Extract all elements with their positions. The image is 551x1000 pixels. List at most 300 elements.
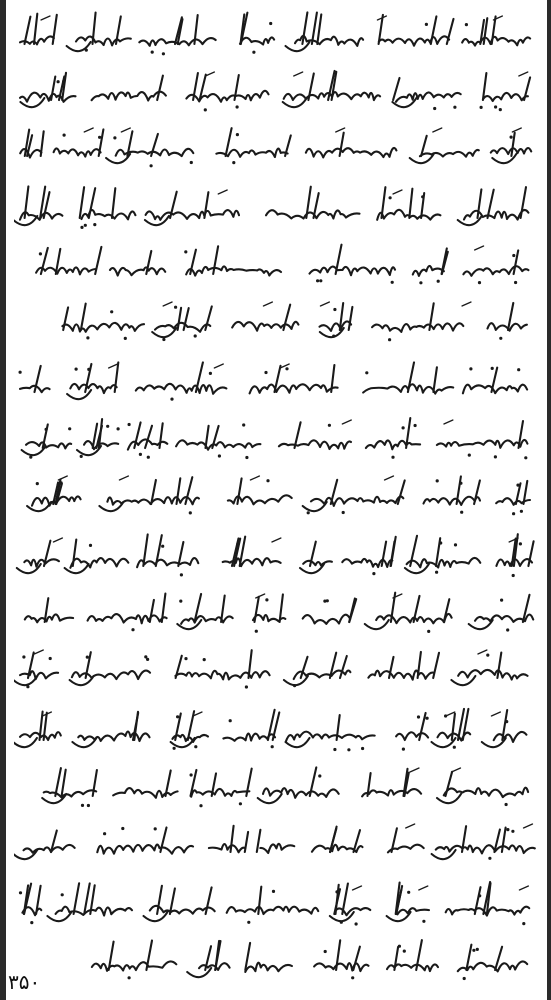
diacritic-dot bbox=[242, 423, 245, 426]
kashida-mark bbox=[205, 72, 214, 76]
diacritic-dot bbox=[516, 484, 519, 487]
diacritic-dot bbox=[478, 281, 481, 284]
diacritic-dot bbox=[285, 367, 288, 370]
diacritic-dot bbox=[26, 685, 29, 688]
kashida-mark bbox=[410, 768, 419, 772]
handwritten-word bbox=[76, 36, 131, 45]
diacritic-dot bbox=[147, 456, 150, 459]
diacritic-dot bbox=[170, 398, 173, 401]
manuscript-line bbox=[14, 296, 539, 352]
diacritic-dot bbox=[340, 921, 343, 924]
diacritic-dot bbox=[499, 108, 502, 111]
kashida-mark bbox=[478, 650, 487, 654]
ascender-stroke bbox=[419, 713, 425, 740]
ascender-stroke bbox=[245, 832, 248, 852]
diacritic-dot bbox=[218, 454, 221, 457]
manuscript-line bbox=[14, 238, 539, 294]
diacritic-dot bbox=[84, 224, 87, 227]
ascender-stroke bbox=[433, 653, 439, 678]
kashida-mark bbox=[462, 302, 471, 306]
ascender-stroke bbox=[80, 187, 84, 218]
kashida-mark bbox=[446, 712, 455, 716]
diacritic-dot bbox=[154, 827, 157, 830]
handwriting-strokes bbox=[14, 180, 539, 236]
kashida-mark bbox=[34, 650, 43, 654]
diacritic-dot bbox=[19, 891, 22, 894]
ascender-stroke bbox=[521, 187, 526, 218]
handwritten-word bbox=[424, 497, 481, 505]
descender-stroke bbox=[451, 676, 475, 685]
handwritten-word bbox=[137, 558, 198, 567]
handwritten-word bbox=[62, 323, 144, 332]
handwritten-word bbox=[240, 37, 274, 44]
descender-stroke bbox=[286, 42, 310, 51]
manuscript-line bbox=[14, 180, 539, 236]
handwritten-word bbox=[444, 788, 528, 797]
diacritic-dot bbox=[93, 223, 96, 226]
diacritic-dot bbox=[506, 628, 509, 631]
diacritic-dot bbox=[117, 427, 120, 430]
diacritic-dot bbox=[514, 281, 517, 284]
diacritic-dot bbox=[229, 719, 232, 722]
handwritten-word bbox=[20, 149, 41, 157]
ascender-stroke bbox=[204, 192, 208, 218]
ascender-stroke bbox=[393, 78, 399, 100]
diacritic-dot bbox=[81, 804, 84, 807]
diacritic-dot bbox=[61, 893, 64, 896]
diacritic-dot bbox=[520, 510, 523, 513]
diacritic-dot bbox=[421, 195, 424, 198]
handwritten-word bbox=[260, 844, 294, 853]
descender-stroke bbox=[365, 620, 389, 629]
diacritic-dot bbox=[333, 308, 336, 311]
diacritic-dot bbox=[391, 281, 394, 284]
diacritic-dot bbox=[307, 511, 310, 514]
diacritic-dot bbox=[252, 51, 255, 54]
diacritic-dot bbox=[203, 658, 206, 661]
handwritten-word bbox=[199, 963, 230, 970]
diacritic-dot bbox=[189, 511, 192, 514]
diacritic-dot bbox=[494, 105, 497, 108]
diacritic-dot bbox=[264, 371, 267, 374]
handwriting-strokes bbox=[14, 760, 539, 816]
diacritic-dot bbox=[355, 922, 358, 925]
diacritic-dot bbox=[68, 427, 71, 430]
handwritten-word bbox=[24, 845, 75, 853]
kashida-mark bbox=[41, 16, 50, 20]
diacritic-dot bbox=[139, 453, 142, 456]
diacritic-dot bbox=[19, 371, 22, 374]
handwritten-word bbox=[463, 266, 528, 276]
manuscript-line bbox=[14, 702, 539, 758]
diacritic-dot bbox=[87, 368, 90, 371]
ascender-stroke bbox=[41, 131, 44, 156]
handwritten-word bbox=[366, 440, 420, 449]
diacritic-dot bbox=[45, 428, 48, 431]
diacritic-dot bbox=[436, 479, 439, 482]
manuscript-line bbox=[14, 586, 539, 642]
descender-stroke bbox=[65, 564, 89, 573]
manuscript-line bbox=[14, 6, 539, 62]
handwritten-word bbox=[70, 558, 128, 568]
ascender-stroke bbox=[62, 770, 66, 796]
ascender-stroke bbox=[446, 772, 453, 796]
ascender-stroke bbox=[382, 187, 386, 218]
handwritten-word bbox=[310, 267, 396, 276]
ascender-stroke bbox=[342, 884, 348, 915]
handwritten-word bbox=[70, 384, 116, 393]
handwriting-strokes bbox=[14, 934, 539, 990]
kashida-mark bbox=[444, 420, 453, 424]
diacritic-dot bbox=[110, 310, 113, 313]
handwriting-strokes bbox=[14, 122, 539, 178]
diacritic-dot bbox=[460, 511, 463, 514]
kashida-mark bbox=[524, 824, 533, 828]
diacritic-dot bbox=[180, 573, 183, 576]
kashida-mark bbox=[491, 712, 500, 716]
diacritic-dot bbox=[176, 715, 179, 718]
diacritic-dot bbox=[506, 828, 509, 831]
handwritten-word bbox=[191, 789, 249, 797]
diacritic-dot bbox=[239, 802, 242, 805]
diacritic-dot bbox=[453, 106, 456, 109]
kashida-mark bbox=[119, 476, 128, 480]
diacritic-dot bbox=[236, 542, 239, 545]
diacritic-dot bbox=[293, 684, 296, 687]
diacritic-dot bbox=[29, 456, 32, 459]
handwritten-word bbox=[263, 788, 339, 798]
handwritten-word bbox=[458, 670, 527, 680]
kashida-mark bbox=[214, 364, 223, 368]
diacritic-dot bbox=[86, 656, 89, 659]
handwritten-word bbox=[437, 440, 528, 448]
ascender-stroke bbox=[74, 883, 80, 914]
manuscript-line bbox=[14, 122, 539, 178]
diacritic-dot bbox=[505, 803, 508, 806]
diacritic-dot bbox=[174, 306, 177, 309]
handwritten-word bbox=[362, 789, 421, 796]
diacritic-dot bbox=[151, 51, 154, 54]
diacritic-dot bbox=[113, 136, 116, 139]
diacritic-dot bbox=[463, 977, 466, 980]
diacritic-dot bbox=[512, 254, 515, 257]
handwritten-word bbox=[483, 93, 528, 101]
diacritic-dot bbox=[510, 136, 513, 139]
ascender-stroke bbox=[51, 77, 55, 101]
diacritic-dot bbox=[522, 922, 525, 925]
kashida-mark bbox=[406, 824, 415, 828]
kashida-mark bbox=[336, 128, 345, 132]
handwritten-word bbox=[26, 442, 71, 448]
kashida-mark bbox=[84, 128, 93, 132]
ascender-stroke bbox=[249, 650, 252, 678]
diacritic-dot bbox=[121, 827, 124, 830]
handwritten-word bbox=[88, 614, 167, 623]
diacritic-dot bbox=[333, 748, 336, 751]
kashida-mark bbox=[58, 476, 67, 480]
manuscript-line bbox=[14, 412, 539, 468]
handwriting-strokes bbox=[14, 586, 539, 642]
handwritten-word bbox=[232, 322, 298, 331]
diacritic-dot bbox=[184, 250, 187, 253]
handwritten-word bbox=[110, 267, 165, 275]
descender-stroke bbox=[99, 502, 123, 511]
handwritten-word bbox=[396, 732, 428, 740]
handwritten-word bbox=[342, 559, 392, 567]
handwritten-word bbox=[78, 732, 149, 741]
descender-stroke bbox=[405, 564, 429, 573]
manuscript-line bbox=[14, 644, 539, 700]
kashida-mark bbox=[263, 302, 272, 306]
diacritic-dot bbox=[204, 108, 207, 111]
diacritic-dot bbox=[465, 23, 468, 26]
diacritic-dot bbox=[512, 512, 515, 515]
diacritic-dot bbox=[236, 105, 239, 108]
diacritic-dot bbox=[342, 511, 345, 514]
diacritic-dot bbox=[486, 654, 489, 657]
handwritten-word bbox=[306, 148, 397, 157]
handwritten-word bbox=[398, 908, 430, 914]
diacritic-dot bbox=[491, 367, 494, 370]
diacritic-dot bbox=[351, 976, 354, 979]
ascender-stroke bbox=[391, 537, 396, 566]
handwritten-word bbox=[92, 92, 166, 101]
diacritic-dot bbox=[247, 921, 250, 924]
descender-stroke bbox=[437, 794, 461, 803]
diacritic-dot bbox=[453, 746, 456, 749]
diacritic-dot bbox=[332, 335, 335, 338]
diacritic-dot bbox=[426, 717, 429, 720]
diacritic-dot bbox=[245, 685, 248, 688]
ascender-stroke bbox=[206, 887, 212, 914]
descender-stroke bbox=[67, 390, 91, 399]
diacritic-dot bbox=[361, 747, 364, 750]
diacritic-dot bbox=[427, 630, 430, 633]
diacritic-dot bbox=[124, 337, 127, 340]
kashida-mark bbox=[342, 420, 351, 424]
diacritic-dot bbox=[173, 747, 176, 750]
diacritic-dot bbox=[454, 543, 457, 546]
ascender-stroke bbox=[25, 17, 31, 44]
diacritic-dot bbox=[519, 542, 522, 545]
diacritic-dot bbox=[265, 598, 268, 601]
ascender-stroke bbox=[178, 308, 182, 330]
diacritic-dot bbox=[318, 774, 321, 777]
handwritten-word bbox=[181, 616, 233, 624]
handwritten-word bbox=[20, 93, 76, 102]
handwritten-word bbox=[24, 559, 59, 566]
manuscript-line bbox=[14, 818, 539, 874]
descender-stroke bbox=[187, 968, 211, 977]
handwriting-strokes bbox=[14, 876, 539, 932]
ascender-stroke bbox=[231, 826, 234, 852]
diacritic-dot bbox=[209, 372, 212, 375]
ascender-stroke bbox=[157, 76, 163, 100]
handwriting-strokes bbox=[14, 818, 539, 874]
diacritic-dot bbox=[437, 280, 440, 283]
diacritic-dot bbox=[62, 80, 65, 83]
handwritten-word bbox=[209, 844, 245, 852]
handwritten-word bbox=[464, 210, 528, 220]
kashida-mark bbox=[280, 364, 289, 368]
kashida-mark bbox=[452, 768, 461, 772]
diacritic-dot bbox=[402, 748, 405, 751]
diacritic-dot bbox=[245, 456, 248, 459]
diacritic-dot bbox=[255, 630, 258, 633]
descender-stroke bbox=[144, 912, 168, 921]
diacritic-dot bbox=[86, 336, 89, 339]
handwritten-word bbox=[494, 732, 527, 742]
kashida-mark bbox=[109, 364, 118, 368]
ascender-stroke bbox=[160, 423, 163, 448]
diacritic-dot bbox=[232, 161, 235, 164]
diacritic-dot bbox=[39, 252, 42, 255]
ascender-stroke bbox=[452, 714, 455, 740]
handwritten-word bbox=[436, 845, 535, 853]
diacritic-dot bbox=[49, 657, 52, 660]
ascender-stroke bbox=[206, 426, 209, 448]
ascender-stroke bbox=[492, 368, 498, 392]
diacritic-dot bbox=[316, 279, 319, 282]
manuscript-line bbox=[14, 876, 539, 932]
ascender-stroke bbox=[73, 540, 77, 567]
handwritten-word bbox=[295, 36, 363, 46]
handwritten-word bbox=[56, 907, 132, 916]
ascender-stroke bbox=[95, 247, 101, 274]
ascender-stroke bbox=[444, 599, 450, 622]
manuscript-line bbox=[14, 528, 539, 584]
diacritic-dot bbox=[131, 628, 134, 631]
handwritten-word bbox=[462, 37, 530, 46]
handwritten-word bbox=[320, 321, 352, 330]
ascender-stroke bbox=[55, 768, 61, 796]
descender-stroke bbox=[14, 738, 37, 747]
descender-stroke bbox=[286, 738, 310, 747]
diacritic-dot bbox=[500, 599, 503, 602]
diacritic-dot bbox=[269, 22, 272, 25]
diacritic-dot bbox=[435, 571, 438, 574]
diacritic-dot bbox=[365, 371, 368, 374]
ascender-stroke bbox=[408, 362, 414, 392]
manuscript-line bbox=[14, 354, 539, 410]
kashida-mark bbox=[475, 246, 484, 250]
diacritic-dot bbox=[476, 948, 479, 951]
diacritic-dot bbox=[403, 950, 406, 953]
handwritten-word bbox=[396, 92, 461, 101]
diacritic-dot bbox=[499, 337, 502, 340]
handwriting-strokes bbox=[14, 644, 539, 700]
kashida-mark bbox=[121, 128, 130, 132]
diacritic-dot bbox=[75, 368, 78, 371]
handwritten-word bbox=[314, 963, 368, 971]
ascender-stroke bbox=[112, 188, 115, 218]
ascender-stroke bbox=[81, 304, 86, 330]
handwriting-strokes bbox=[14, 238, 539, 294]
handwritten-word bbox=[286, 732, 375, 742]
diacritic-dot bbox=[144, 655, 147, 658]
diacritic-dot bbox=[87, 804, 90, 807]
manuscript-line bbox=[14, 64, 539, 120]
diacritic-dot bbox=[30, 921, 33, 924]
handwritten-word bbox=[186, 266, 281, 275]
handwritten-word bbox=[72, 671, 150, 680]
handwritten-word bbox=[279, 440, 351, 449]
diacritic-dot bbox=[162, 52, 165, 55]
diacritic-dot bbox=[106, 425, 109, 428]
diacritic-dot bbox=[161, 545, 164, 548]
handwriting-strokes bbox=[14, 702, 539, 758]
handwritten-word bbox=[379, 36, 449, 45]
kashida-mark bbox=[385, 476, 394, 480]
diacritic-dot bbox=[271, 745, 274, 748]
handwritten-word bbox=[44, 790, 96, 797]
handwritten-word bbox=[54, 148, 101, 156]
ascender-stroke bbox=[433, 367, 437, 392]
diacritic-dot bbox=[199, 804, 202, 807]
kashida-mark bbox=[393, 190, 402, 194]
diacritic-dot bbox=[433, 107, 436, 110]
kashida-mark bbox=[419, 886, 428, 890]
diacritic-dot bbox=[328, 424, 331, 427]
descender-stroke bbox=[492, 154, 516, 163]
handwritten-word bbox=[407, 558, 481, 568]
descender-stroke bbox=[432, 850, 456, 859]
diacritic-dot bbox=[236, 133, 239, 136]
diacritic-dot bbox=[391, 456, 394, 459]
ascender-stroke bbox=[213, 246, 218, 274]
diacritic-dot bbox=[319, 279, 322, 282]
ascender-stroke bbox=[447, 19, 454, 44]
handwritten-word bbox=[413, 266, 444, 276]
diacritic-dot bbox=[150, 164, 153, 167]
handwritten-word bbox=[372, 323, 463, 332]
ascender-stroke bbox=[475, 887, 481, 914]
diacritic-dot bbox=[469, 367, 472, 370]
descender-stroke bbox=[20, 98, 44, 107]
handwritten-word bbox=[176, 440, 260, 449]
descender-stroke bbox=[47, 912, 71, 921]
ascender-stroke bbox=[53, 15, 57, 44]
diacritic-dot bbox=[22, 655, 25, 658]
handwritten-word bbox=[175, 671, 269, 680]
ascender-stroke bbox=[221, 596, 225, 623]
handwritten-word bbox=[245, 963, 292, 972]
ascender-stroke bbox=[150, 600, 154, 622]
diacritic-dot bbox=[472, 949, 475, 952]
diacritic-dot bbox=[194, 334, 197, 337]
diacritic-dot bbox=[128, 423, 131, 426]
diacritic-dot bbox=[323, 600, 326, 603]
diacritic-dot bbox=[480, 106, 483, 109]
descender-stroke bbox=[283, 98, 307, 107]
handwritten-word bbox=[303, 561, 332, 566]
handwritten-word bbox=[250, 384, 338, 393]
diacritic-dot bbox=[103, 832, 106, 835]
diacritic-dot bbox=[85, 49, 88, 52]
diacritic-dot bbox=[324, 950, 327, 953]
diacritic-dot bbox=[425, 23, 428, 26]
diacritic-dot bbox=[417, 715, 420, 718]
diacritic-dot bbox=[512, 574, 515, 577]
kashida-mark bbox=[256, 594, 265, 598]
handwritten-word bbox=[25, 614, 73, 622]
diacritic-dot bbox=[162, 338, 165, 341]
kashida-mark bbox=[294, 72, 303, 76]
diacritic-dot bbox=[459, 482, 462, 485]
handwritten-word bbox=[303, 615, 351, 624]
diacritic-dot bbox=[414, 424, 417, 427]
diacritic-dot bbox=[194, 745, 197, 748]
